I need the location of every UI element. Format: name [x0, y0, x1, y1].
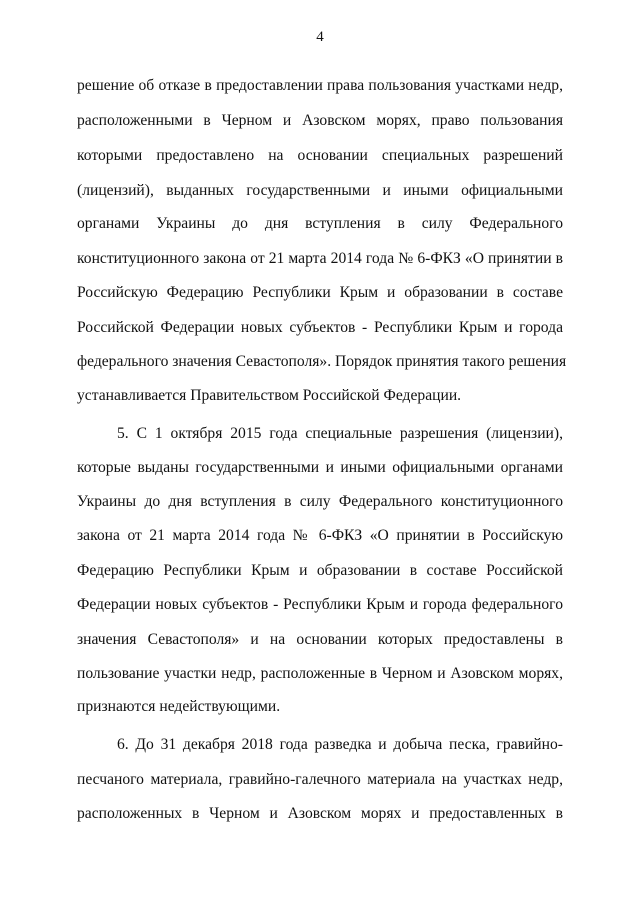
paragraph-1-line-6: конституционного закона от 21 марта 2014 года № 6-ФКЗ «О принятии в	[77, 250, 563, 267]
paragraph-2-line-9: признаются недействующими.	[77, 698, 281, 715]
paragraph-2-line-2: которые выданы государственными и иными официальными органами	[77, 459, 563, 476]
paragraph-1-line-9: федерального значения Севастополя». Порядок принятия такого решения	[77, 353, 567, 370]
paragraph-2-line-3: Украины до дня вступления в силу Федерального конституционного	[77, 493, 563, 510]
paragraph-1-line-5: органами Украины до дня вступления в силу Федерального	[77, 215, 563, 232]
paragraph-1-line-4: (лицензий), выданных государственными и иными официальными	[77, 182, 563, 199]
page-number: 4	[316, 29, 324, 45]
paragraph-1-line-10: устанавливается Правительством Российской Федерации.	[77, 387, 462, 404]
paragraph-2-line-5: Федерацию Республики Крым и образовании в составе Российской	[77, 562, 563, 579]
paragraph-3-line-3: расположенных в Черном и Азовском морях и предоставленных в	[77, 805, 563, 822]
paragraph-2-line-4: закона от 21 марта 2014 года № 6-ФКЗ «О принятии в Российскую	[77, 527, 563, 544]
paragraph-1-line-1: решение об отказе в предоставлении права пользования участками недр,	[77, 77, 563, 94]
paragraph-2-line-1: 5. С 1 октября 2015 года специальные разрешения (лицензии),	[117, 425, 563, 442]
paragraph-2-line-6: Федерации новых субъектов - Республики Крым и города федерального	[77, 596, 563, 613]
paragraph-1-line-3: которыми предоставлено на основании специальных разрешений	[77, 147, 563, 164]
paragraph-2-line-7: значения Севастополя» и на основании которых предоставлены в	[77, 631, 563, 648]
paragraph-3-line-2: песчаного материала, гравийно-галечного материала на участках недр,	[77, 771, 563, 788]
paragraph-2-line-8: пользование участки недр, расположенные в Черном и Азовском морях,	[77, 665, 563, 682]
paragraph-3-line-1: 6. До 31 декабря 2018 года разведка и добыча песка, гравийно-	[117, 736, 563, 753]
paragraph-1-line-2: расположенными в Черном и Азовском морях, право пользования	[77, 112, 563, 129]
paragraph-1-line-8: Российской Федерации новых субъектов - Республики Крым и города	[77, 319, 563, 336]
paragraph-1-line-7: Российскую Федерацию Республики Крым и образовании в составе	[77, 284, 563, 301]
